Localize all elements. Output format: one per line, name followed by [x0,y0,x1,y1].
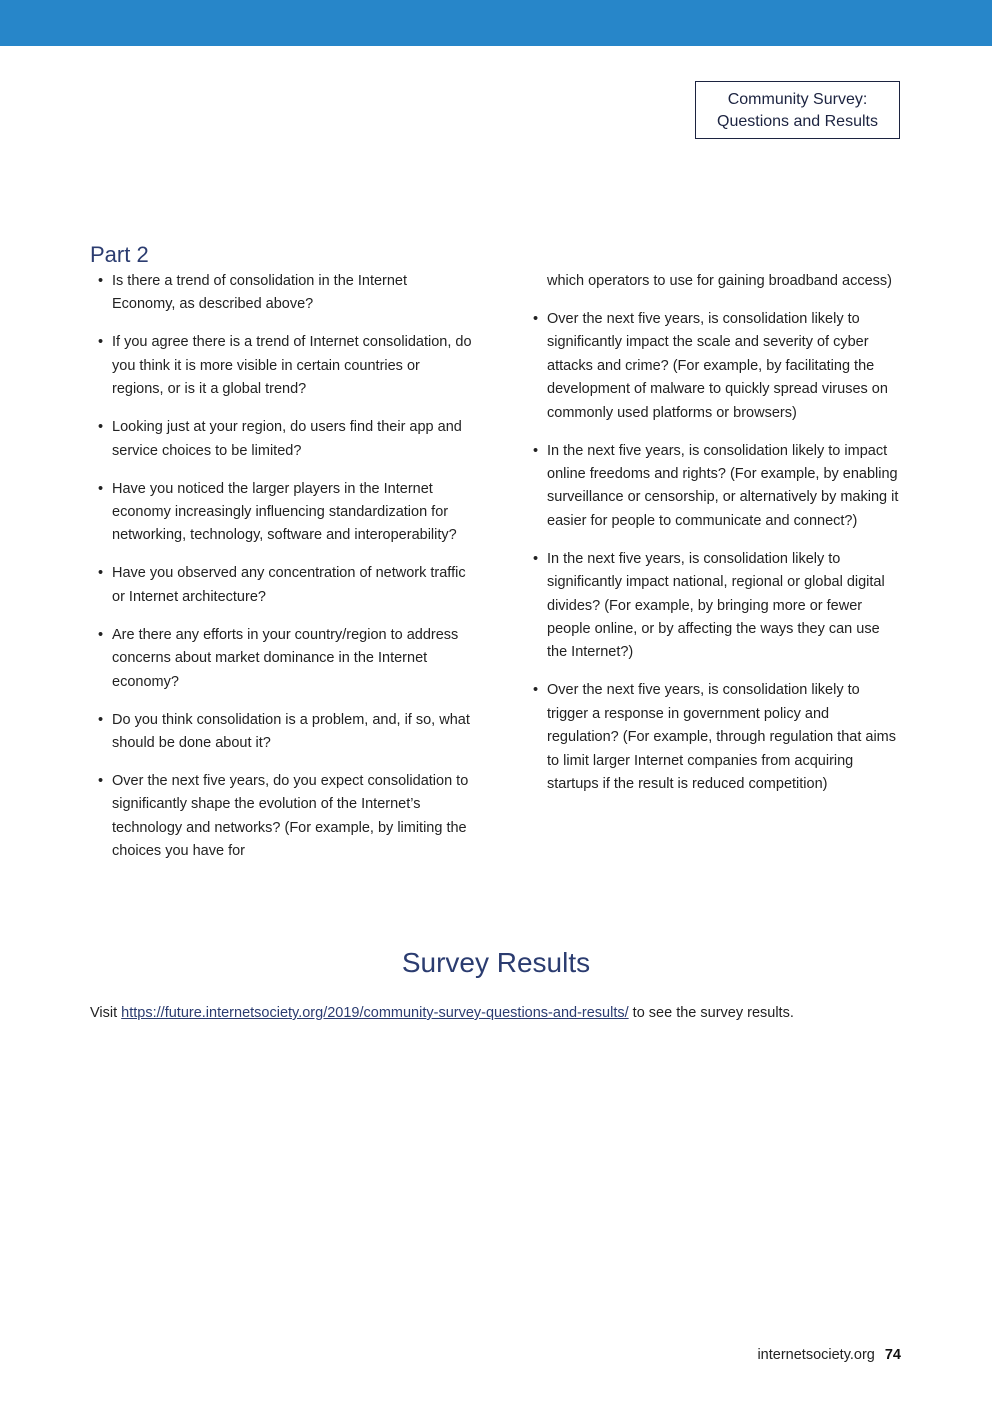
page-footer [757,1345,901,1365]
bullet-icon: • [98,565,104,582]
survey-results-heading: Survey Results [401,947,591,978]
question-item [98,416,473,463]
question-text: In the next five years, is consolidation likely to impact online freedoms and rights? (For example, by enabling surveillance or censorship, or alternatively by making it easier for people to communicate and connect?) [547,442,899,529]
question-item [98,562,473,609]
bullet-icon: • [98,419,104,436]
question-item [98,270,473,317]
question-text: Have you observed any concentration of network traffic or Internet architecture? [112,565,466,605]
footer-site: internetsociety.org [757,1347,875,1363]
question-continuation [533,270,903,293]
question-item [533,548,903,665]
results-prefix: Visit [90,1005,122,1021]
question-text: Have you noticed the larger players in the Internet economy increasingly influencing standardization for networking, technology, software and interoperability? [112,480,457,544]
question-item [533,440,903,534]
bullet-icon: • [533,550,539,567]
question-item [98,478,473,548]
bullet-icon: • [533,682,539,699]
question-text: Over the next five years, is consolidation likely to trigger a response in government policy and regulation? (For example, through regulation that aims to limit larger Internet companies from acquiring startups if the result is reduced competition) [547,682,896,793]
page-number: 74 [884,1347,901,1363]
results-suffix: to see the survey results. [628,1005,794,1021]
question-item [533,679,903,796]
question-item [98,709,473,756]
question-text: Over the next five years, do you expect consolidation to significantly shape the evolution of the Internet’s technology and networks? (For example, by limiting the choices you have for [112,773,469,860]
question-item [98,331,473,401]
bullet-icon: • [98,773,104,790]
question-item [533,308,903,425]
survey-results-link[interactable]: https://future.internetsociety.org/2019/community-survey-questions-and-results/ [121,1005,629,1021]
bullet-icon: • [533,442,539,459]
bullet-icon: • [533,311,539,327]
question-text: If you agree there is a trend of Internet consolidation, do you think it is more visible in certain countries or regions, or is it a global trend? [112,334,472,398]
question-text: In the next five years, is consolidation likely to significantly impact national, regional or global digital divides? (For example, by bringing more or fewer people online, or by affecting the ways they can use the Internet?) [547,550,885,661]
question-list-left [98,270,473,878]
bullet-icon: • [98,480,104,497]
question-text: Are there any efforts in your country/region to address concerns about market dominance in the Internet economy? [112,626,459,690]
question-item [98,770,473,864]
question-text: Is there a trend of consolidation in the Internet Economy, as described above? [112,273,408,313]
bullet-icon: • [98,711,104,728]
question-item [98,624,473,694]
question-text: which operators to use for gaining broadband access) [547,273,892,289]
section-label-line1: Community Survey: [727,91,868,108]
question-text: Looking just at your region, do users find their app and service choices to be limited? [112,419,462,459]
part-heading: Part 2 [90,242,149,267]
top-color-bar [0,0,992,46]
section-label-box [695,81,900,139]
survey-results-text [90,1002,794,1024]
section-label-line2: Questions and Results [717,113,878,130]
question-list-right [533,270,903,811]
question-text: Over the next five years, is consolidation likely to significantly impact the scale and severity of cyber attacks and crime? (For example, by facilitating the development of malware to quickly spread viruses on commonly used platforms or browsers) [547,311,888,421]
bullet-icon: • [98,334,104,351]
question-text: Do you think consolidation is a problem, and, if so, what should be done about it? [112,711,470,752]
bullet-icon: • [98,626,104,643]
bullet-icon: • [98,273,104,289]
